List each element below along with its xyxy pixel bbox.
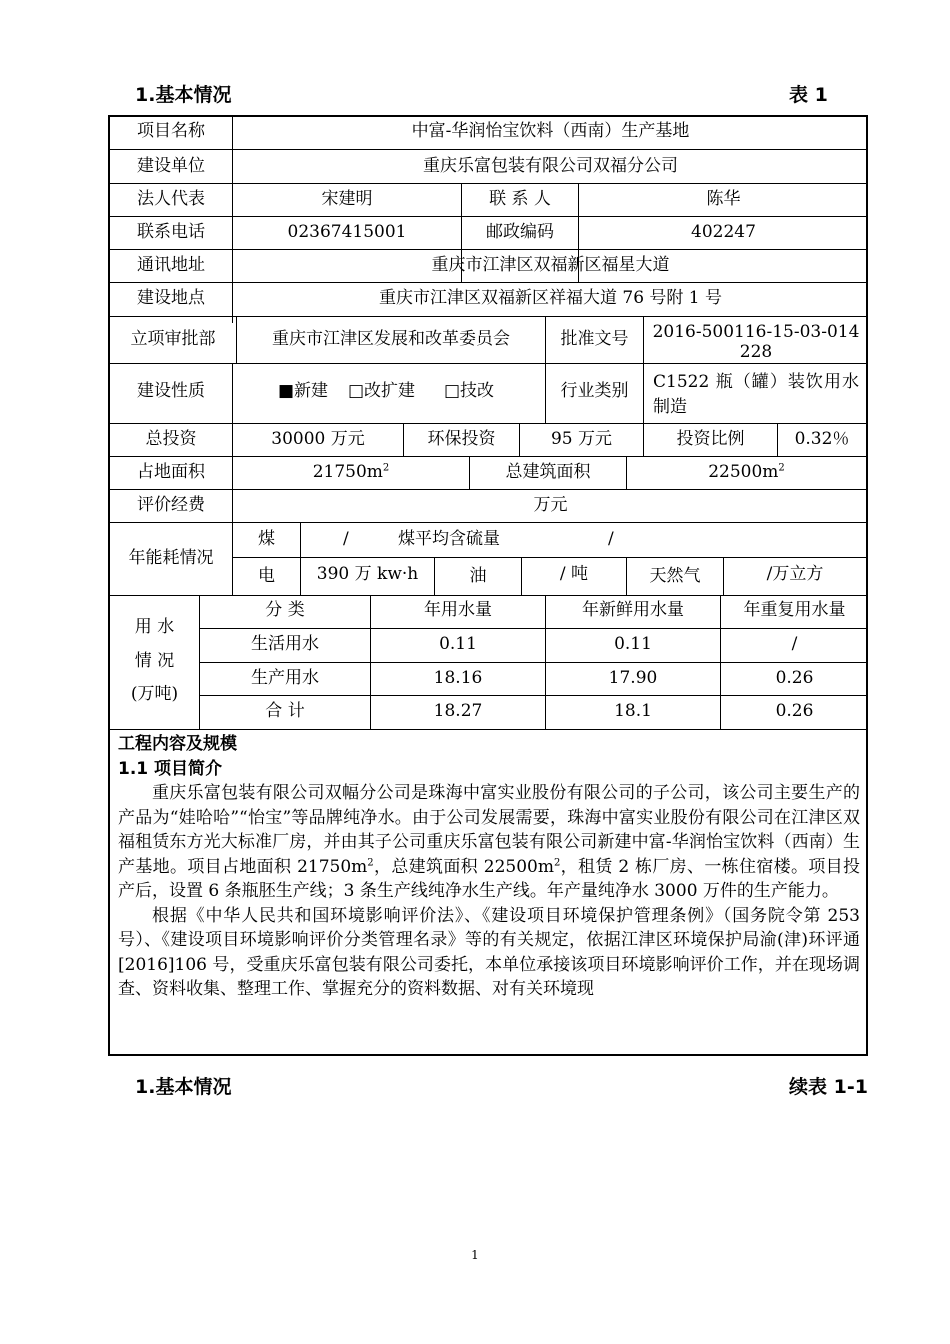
investment: 30000 万元 — [271, 429, 365, 449]
water-row-domestic: 生活用水 — [251, 634, 319, 654]
electricity-label: 电 — [258, 566, 275, 586]
site-label: 建设地点 — [137, 288, 205, 308]
continued-section-title: 1.基本情况 — [135, 1076, 232, 1098]
fee: 万元 — [533, 495, 568, 515]
water-cell: 0.26 — [775, 668, 814, 688]
approval-no: 2016-500116-15-03-014228 — [652, 322, 860, 362]
table-number: 表 1 — [789, 84, 828, 106]
water-row-production: 生产用水 — [251, 668, 319, 688]
project-name-label: 项目名称 — [137, 121, 205, 141]
paragraph-2: 根据《中华人民共和国环境影响评价法》、《建设项目环境保护管理条例》（国务院令第 253 号）、《建设项目环境影响评价分类管理名录》等的有关规定，依据江津区环境保护局渝(津)环评通[2016]106 号，受重庆乐富包装有限公司委托，本单位承接该项目环境影响评价工作，并在现场调查、资料收集、整理工作、掌握充分的资料数据、对有关环境现 — [118, 905, 860, 999]
page-number: 1 — [471, 1248, 479, 1262]
builder-label: 建设单位 — [137, 156, 205, 176]
industry: C1522 瓶（罐）装饮用水制造 — [653, 372, 859, 417]
env-invest-label: 环保投资 — [427, 429, 496, 449]
content-title: 工程内容及规模 — [118, 734, 237, 754]
water-label-3: (万吨) — [130, 684, 179, 704]
project-name: 中富-华润怡宝饮料（西南）生产基地 — [411, 121, 690, 141]
oil-value: / 吨 — [559, 564, 589, 584]
land-label: 占地面积 — [137, 462, 205, 482]
site: 重庆市江津区双福新区祥福大道 76 号附 1 号 — [378, 288, 723, 308]
address: 重庆市江津区双福新区福星大道 — [431, 255, 670, 275]
address-label: 通讯地址 — [137, 255, 205, 275]
electricity-value: 390 万 kw·h — [316, 564, 419, 584]
water-cell: 18.27 — [433, 701, 483, 721]
water-cell: 17.90 — [608, 668, 658, 688]
oil-label: 油 — [469, 566, 487, 586]
sulfur-label: 煤平均含硫量 — [398, 529, 500, 549]
coal-label: 煤 — [258, 529, 275, 549]
water-header-reuse: 年重复用水量 — [743, 600, 846, 620]
section-title: 1.基本情况 — [135, 84, 232, 106]
sulfur-value: / — [608, 529, 614, 549]
legal-rep: 宋建明 — [321, 189, 373, 209]
water-cell: 0.26 — [775, 701, 814, 721]
water-cell: 0.11 — [614, 634, 652, 654]
water-label-1: 用 水 — [134, 617, 175, 637]
approval-dept: 重庆市江津区发展和改革委员会 — [272, 329, 510, 349]
env-invest: 95 万元 — [550, 429, 613, 449]
industry-label: 行业类别 — [560, 381, 629, 401]
contact-label: 联 系 人 — [489, 189, 551, 209]
ratio-label: 投资比例 — [676, 429, 745, 449]
phone-label: 联系电话 — [137, 222, 205, 242]
water-label-2: 情 况 — [134, 651, 175, 671]
legal-rep-label: 法人代表 — [137, 189, 205, 209]
land-area: $21750m^2$ — [312, 462, 390, 482]
investment-label: 总投资 — [145, 429, 197, 449]
contact: 陈华 — [706, 189, 741, 209]
approval-dept-label: 立项审批部 — [130, 329, 216, 349]
builder: 重庆乐富包装有限公司双福分公司 — [423, 156, 678, 176]
coal-value: / — [343, 529, 349, 549]
water-header-type: 分 类 — [265, 600, 305, 620]
water-header-annual: 年用水量 — [424, 600, 492, 620]
water-cell: 18.16 — [433, 668, 483, 688]
continued-table-number: 续表 1-1 — [789, 1076, 868, 1098]
nature-new: ■新建 — [278, 381, 329, 401]
water-row-total: 合 计 — [265, 701, 305, 721]
postcode: 402247 — [691, 222, 756, 242]
nature-expand: □改扩建 — [348, 381, 416, 401]
ratio: 0.32％ — [794, 429, 850, 449]
water-cell: / — [791, 634, 798, 654]
paragraph-1: 重庆乐富包装有限公司双幅分公司是珠海中富实业股份有限公司的子公司，该公司主要生产的产品为“娃哈哈”“怡宝”等品牌纯净水。由于公司发展需要，珠海中富实业股份有限公司在江津区双福租赁东方光大标准厂房，并由其子公司重庆乐富包装有限公司新建中富-华润怡宝饮料（西南）生产基地。项目占地面积 $21750m^2$，总建筑面积 $22500m^2$，租赁 2 栋厂房、一栋住宿楼。项目投产后，设置 6 条瓶胚生产线；3 条生产线纯净水生产线。年产量纯净水 3000 万件的生产能力。 — [118, 783, 861, 901]
project-description — [118, 732, 860, 1002]
water-header-fresh: 年新鲜用水量 — [582, 600, 684, 620]
gas-value: /万立方 — [766, 564, 824, 584]
postcode-label: 邮政编码 — [486, 222, 554, 242]
floor-label: 总建筑面积 — [505, 462, 591, 482]
energy-label: 年能耗情况 — [128, 548, 214, 568]
water-cell: 0.11 — [439, 634, 477, 654]
nature-tech: □技改 — [444, 381, 495, 401]
floor-area: $22500m^2$ — [708, 462, 785, 482]
approval-no-label: 批准文号 — [560, 329, 629, 349]
nature-label: 建设性质 — [137, 381, 205, 401]
phone: 02367415001 — [287, 222, 407, 242]
gas-label: 天然气 — [649, 566, 701, 586]
fee-label: 评价经费 — [137, 495, 205, 515]
water-cell: 18.1 — [614, 701, 652, 721]
content-subtitle: 1.1 项目简介 — [118, 758, 223, 779]
